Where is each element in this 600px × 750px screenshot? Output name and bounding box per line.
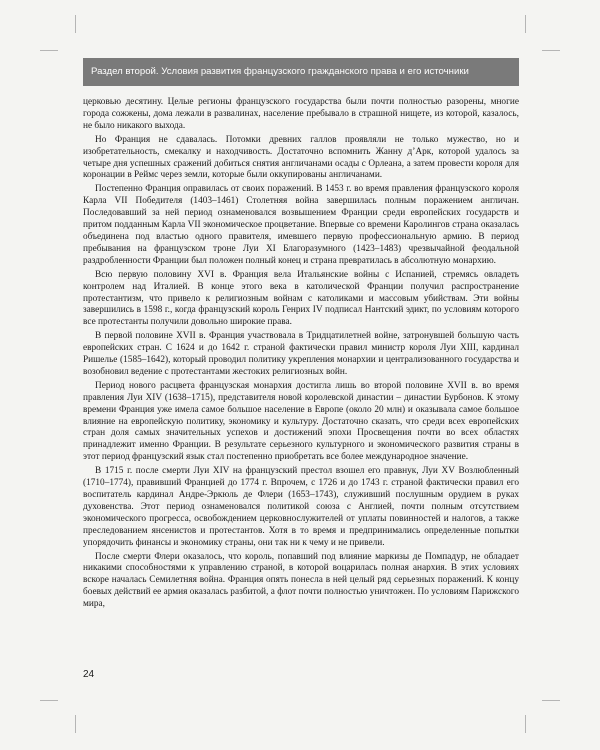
paragraph: Постепенно Франция оправилась от своих поражений. В 1453 г. во время правления французского короля Карла VII Победителя (1403–1461) Столетняя война завершилась полным поражением англичан. Последовавший за ней период ознаменовался возвышением Франции среди европейских государств и притом подданным Карла VII экономическое процветание. Впервые со времени Каролингов страна оказалась объединена под властью одного правителя, имевшего первую профессиональную армию. В период пребывания на французском троне Луи XI Благоразумного (1423–1483) чрезвычайной феодальной раздробленности Франции был положен полный конец и страна превратилась в абсолютную монархию. (83, 184, 519, 266)
crop-mark (75, 15, 76, 33)
paragraph: Всю первую половину XVI в. Франция вела Итальянские войны с Испанией, стремясь овладеть контролем над Италией. В конце этого века в католической Франции получил распространение протестантизм, что привело к религиозным войнам с католиками и массовым убийствам. Эти войны завершились в 1598 г., когда французский король Генрих IV подписал Нантский эдикт, по условиям которого все протестанты получили довольно широкие права. (83, 269, 519, 328)
crop-mark (525, 715, 526, 733)
crop-mark (542, 700, 560, 701)
crop-mark (75, 715, 76, 733)
page-number: 24 (83, 669, 95, 680)
paragraph: Но Франция не сдавалась. Потомки древних галлов проявляли не только мужество, но и изобретательность, смекалку и находчивость. Достаточно вспомнить Жанну д’Арк, которой удалось за четыре дня успешных сражений добиться снятия англичанами осады с Орлеана, а затем провести короля для коронации в Реймс через земли, которые были оккупированы англичанами. (83, 134, 519, 181)
body-text (83, 97, 519, 613)
paragraph: В первой половине XVII в. Франция участвовала в Тридцатилетней войне, затронувшей большую часть европейских стран. С 1624 и до 1642 г. страной фактически правил министр короля Луи XIII, кардинал Ришелье (1585–1642), который проводил политику укрепления монархии и централизованного государства и возобновил ведение с протестантами жестоких религиозных войн. (83, 331, 519, 377)
paragraph: Период нового расцвета французская монархия достигла лишь во второй половине XVII в. во время правления Луи XIV (1638–1715), представителя новой королевской династии – династии Бурбонов. К этому времени Франция уже имела самое большое население в Европе (около 20 млн) и оказывала самое большое влияние на европейскую политику, экономику и культуру. Достаточно сказать, что среди всех европейских стран доля самых значительных успехов и достижений эпохи Просвещения почти во всех областях принадлежит именно Франции. В результате серьезного культурного и экономического развития страны в этот период французский язык стал постепенно приобретать все более международное значение. (83, 380, 519, 463)
crop-mark (40, 700, 58, 701)
paragraph: церковью десятину. Целые регионы французского государства были почти полностью разорены, многие города сожжены, дома лежали в развалинах, население пребывало в страшной нищете, из которой, казалось, не было никакого выхода. (83, 97, 519, 131)
paragraph: После смерти Флери оказалось, что король, попавший под влияние маркизы де Помпадур, не обладает никакими способностями к управлению страной, в которой воцарилась полная анархия. В этих условиях вскоре началась Семилетняя война. Франция опять понесла в ней целый ряд серьезных поражений. К концу боевых действий ее армия оказалась разбитой, а флот почти полностью уничтожен. По условиям Парижского мира, (83, 551, 519, 610)
crop-mark (525, 15, 526, 33)
crop-mark (40, 50, 58, 51)
paragraph: В 1715 г. после смерти Луи XIV на французский престол взошел его правнук, Луи XV Возлюбленный (1710–1774), правивший Францией до 1774 г. Впрочем, с 1726 и до 1743 г. страной фактически правил его воспитатель кардинал Андре-Эркюль де Флери (1653–1743), служивший послушным орудием в руках духовенства. Этот период ознаменовался политикой союза с Англией, почти полным отсутствием экономического прогресса, освобождением церковнослужителей от уплаты повинностей и налогов, а также преследованием янсенистов и протестантов. Хотя в то время и предпринимались определенные попытки упорядочить финансы и экономику страны, они так ни к чему и не привели. (83, 466, 519, 548)
running-header: Раздел второй. Условия развития французского гражданского права и его источники (83, 58, 519, 86)
crop-mark (542, 50, 560, 51)
